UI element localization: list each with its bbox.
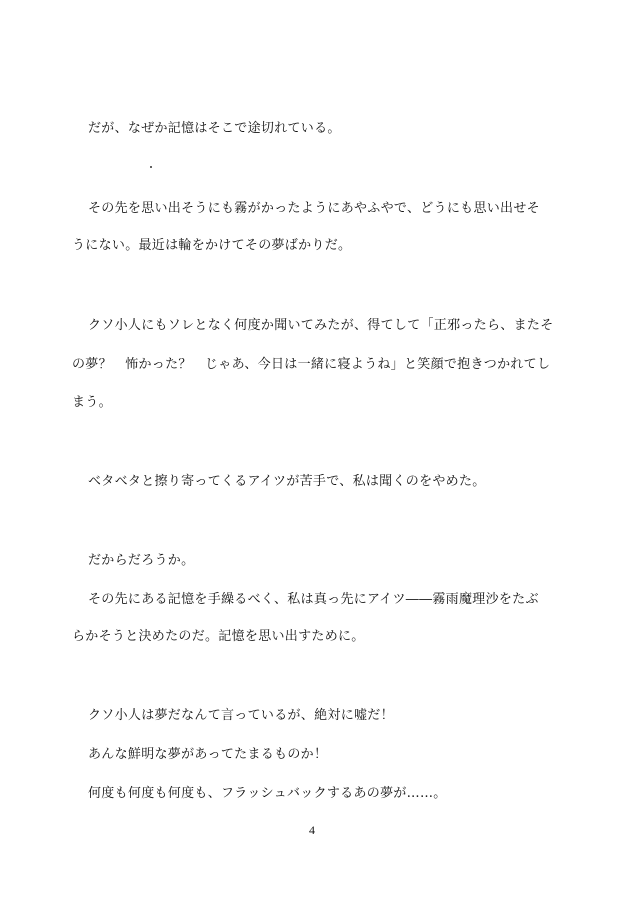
paragraph-line-5: の夢？ 怖かった？ じゃあ、今日は一緒に寝ようね」と笑顔で抱きつかれてし: [72, 357, 551, 372]
page-number: 4: [309, 823, 315, 837]
paragraph-line-2: その先を思い出そうにも霧がかったようにあやふやで、どうにも思い出せそ: [88, 201, 540, 216]
paragraph-line-1: だが、なぜか記憶はそこで途切れている。: [88, 121, 341, 136]
paragraph-line-7: ベタベタと擦り寄ってくるアイツが苦手で、私は聞くのをやめた。: [88, 474, 486, 489]
paragraph-line-4: クソ小人にもソレとなく何度か聞いてみたが、得てして「正邪ったら、またそ: [88, 318, 554, 333]
paragraph-line-3: うにない。最近は輪をかけてその夢ばかりだ。: [72, 238, 352, 253]
paragraph-line-6: まう。: [72, 395, 112, 410]
paragraph-line-8: だからだろうか。: [88, 553, 195, 568]
paragraph-line-12: あんな鮮明な夢があってたまるものか！: [88, 747, 328, 762]
paragraph-line-9: その先にある記憶を手繰るべく、私は真っ先にアイツ――霧雨魔理沙をたぶ: [88, 592, 539, 607]
paragraph-line-10: らかそうと決めたのだ。記憶を思い出すために。: [72, 629, 365, 644]
paragraph-line-11: クソ小人は夢だなんて言っているが、絶対に嘘だ！: [88, 708, 394, 723]
stray-mark: [150, 166, 152, 168]
paragraph-line-13: 何度も何度も何度も、フラッシュバックするあの夢が……。: [88, 786, 447, 801]
